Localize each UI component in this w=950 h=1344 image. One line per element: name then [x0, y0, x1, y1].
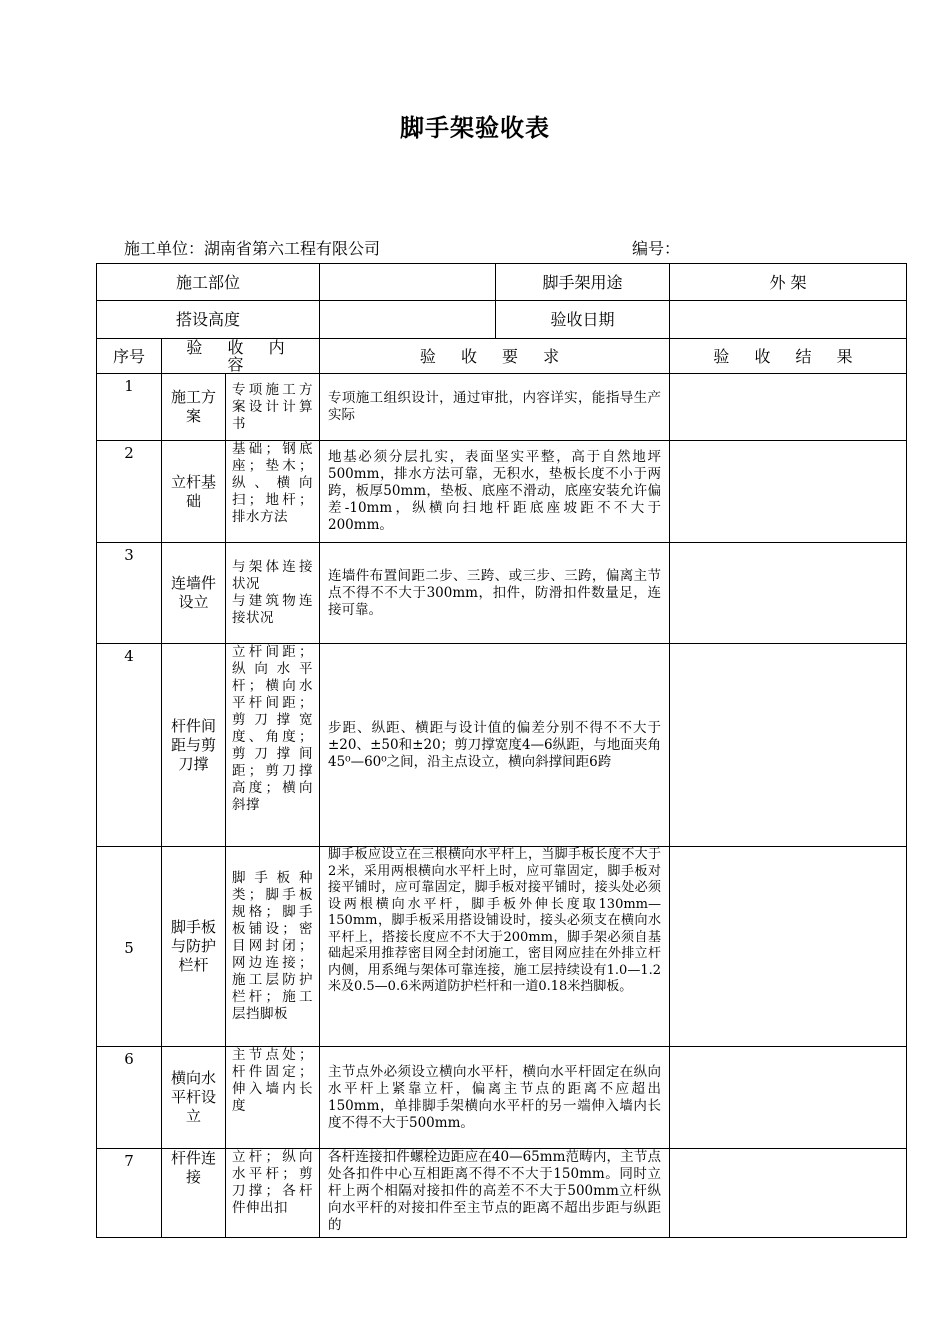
- construction-part-value[interactable]: [320, 264, 496, 301]
- row-number: 4: [97, 644, 162, 847]
- col-result: 验 收 结 果: [670, 339, 907, 374]
- row-content: 立杆间距；纵向水平杆；横向水平杆间距；剪刀撑宽度、角度；剪刀撑间距；剪刀撑高度；横向斜撑: [226, 644, 320, 847]
- row-number: 2: [97, 441, 162, 543]
- height-value[interactable]: [320, 301, 496, 339]
- row-item: 横向水平杆设立: [162, 1047, 226, 1149]
- table-row: [97, 644, 907, 847]
- acceptance-table: [96, 263, 907, 1238]
- row-number: 3: [97, 543, 162, 644]
- col-content: 验 收 内 容: [162, 339, 320, 374]
- row-requirement: 专项施工组织设计，通过审批，内容详实，能指导生产实际: [320, 374, 670, 441]
- purpose-value[interactable]: 外 架: [670, 264, 907, 301]
- height-label: 搭设高度: [97, 301, 320, 339]
- col-requirement: 验 收 要 求: [320, 339, 670, 374]
- row-number: 6: [97, 1047, 162, 1149]
- row-content: 立杆；纵向水平杆；剪刀撑；各杆件伸出扣: [226, 1149, 320, 1238]
- row-requirement: 脚手板应设立在三根横向水平杆上，当脚手板长度不大于2米，采用两根横向水平杆上时，应可靠固定，脚手板对接平铺时，应可靠固定，脚手板对接平铺时，接头处必须设两根横向水平杆，脚手板外伸长度取130mm—150mm，脚手板采用搭设铺设时，接头必须支在横向水平杆上，搭接长度应不不大于200mm，脚手架必须自基础起采用推荐密目网全封闭施工，密目网应挂在外排立杆内侧，用系绳与架体可靠连接，施工层持续设有1.0—1.2米及0.5—0.6米两道防护栏杆和一道0.18米挡脚板。: [320, 847, 670, 1047]
- row-requirement: 步距、纵距、横距与设计值的偏差分别不得不不大于±20、±50和±20；剪刀撑宽度4—6纵距，与地面夹角45⁰—60⁰之间，沿主点设立，横向斜撑间距6跨: [320, 644, 670, 847]
- purpose-label: 脚手架用途: [496, 264, 670, 301]
- row-content: 脚手板种类；脚手板规格；脚手板铺设；密目网封闭；网边连接；施工层防护栏杆；施工层挡脚板: [226, 847, 320, 1047]
- col-seq: 序号: [97, 339, 162, 374]
- row-result[interactable]: [670, 644, 907, 847]
- table-row: [97, 374, 907, 441]
- row-result[interactable]: [670, 543, 907, 644]
- row-content: 与架体连接状况 与建筑物连接状况: [226, 543, 320, 644]
- date-label: 验收日期: [496, 301, 670, 339]
- row-requirement: 连墙件布置间距二步、三跨、或三步、三跨，偏离主节点不得不不大于300mm，扣件，防滑扣件数量足，连接可靠。: [320, 543, 670, 644]
- construction-part-label: 施工部位: [97, 264, 320, 301]
- column-header-row: [97, 339, 907, 374]
- table-row: [97, 1149, 907, 1238]
- table-row: [97, 441, 907, 543]
- row-result[interactable]: [670, 441, 907, 543]
- header-row-height: [97, 301, 907, 339]
- row-requirement: 主节点外必须设立横向水平杆，横向水平杆固定在纵向水平杆上紧靠立杆，偏离主节点的距离不应超出150mm，单排脚手架横向水平杆的另一端伸入墙内长度不得不大于500mm。: [320, 1047, 670, 1149]
- row-item: 连墙件设立: [162, 543, 226, 644]
- row-requirement: 地基必须分层扎实，表面坚实平整，高于自然地坪500mm，排水方法可靠，无积水，垫板长度不小于两跨，板厚50mm，垫板、底座不滑动，底座安装允许偏差-10mm，纵横向扫地杆距底座坡距不不大于200mm。: [320, 441, 670, 543]
- table-row: [97, 543, 907, 644]
- row-result[interactable]: [670, 1047, 907, 1149]
- row-result[interactable]: [670, 847, 907, 1047]
- row-item: 立杆基础: [162, 441, 226, 543]
- construction-unit: 施工单位：湖南省第六工程有限公司: [124, 239, 381, 258]
- row-content: 主节点处；杆件固定；伸入墙内长度: [226, 1047, 320, 1149]
- row-requirement: 各杆连接扣件螺栓边距应在40—65mm范畴内，主节点处各扣件中心互相距离不得不不大于150mm。同时立杆上两个相隔对接扣件的高差不不大于500mm立杆纵向水平杆的对接扣件至主节点的距离不超出步距与纵距的: [320, 1149, 670, 1238]
- table-row: [97, 1047, 907, 1149]
- row-result[interactable]: [670, 1149, 907, 1238]
- row-result[interactable]: [670, 374, 907, 441]
- row-content: 基础；钢底座；垫木；纵、横向扫；地杆；排水方法: [226, 441, 320, 543]
- row-number: 1: [97, 374, 162, 441]
- page-title: 脚手架验收表: [400, 114, 550, 142]
- date-value[interactable]: [670, 301, 907, 339]
- row-item: 杆件间距与剪刀撑: [162, 644, 226, 847]
- header-row-part: [97, 264, 907, 301]
- row-item: 施工方案: [162, 374, 226, 441]
- row-content: 专项施工方案设计计算书: [226, 374, 320, 441]
- table-row: [97, 847, 907, 1047]
- row-number: 5: [97, 847, 162, 1047]
- row-number: 7: [97, 1149, 162, 1238]
- row-item: 脚手板与防护栏杆: [162, 847, 226, 1047]
- form-number-label: 编号：: [632, 239, 681, 258]
- row-item: 杆件连接: [162, 1149, 226, 1238]
